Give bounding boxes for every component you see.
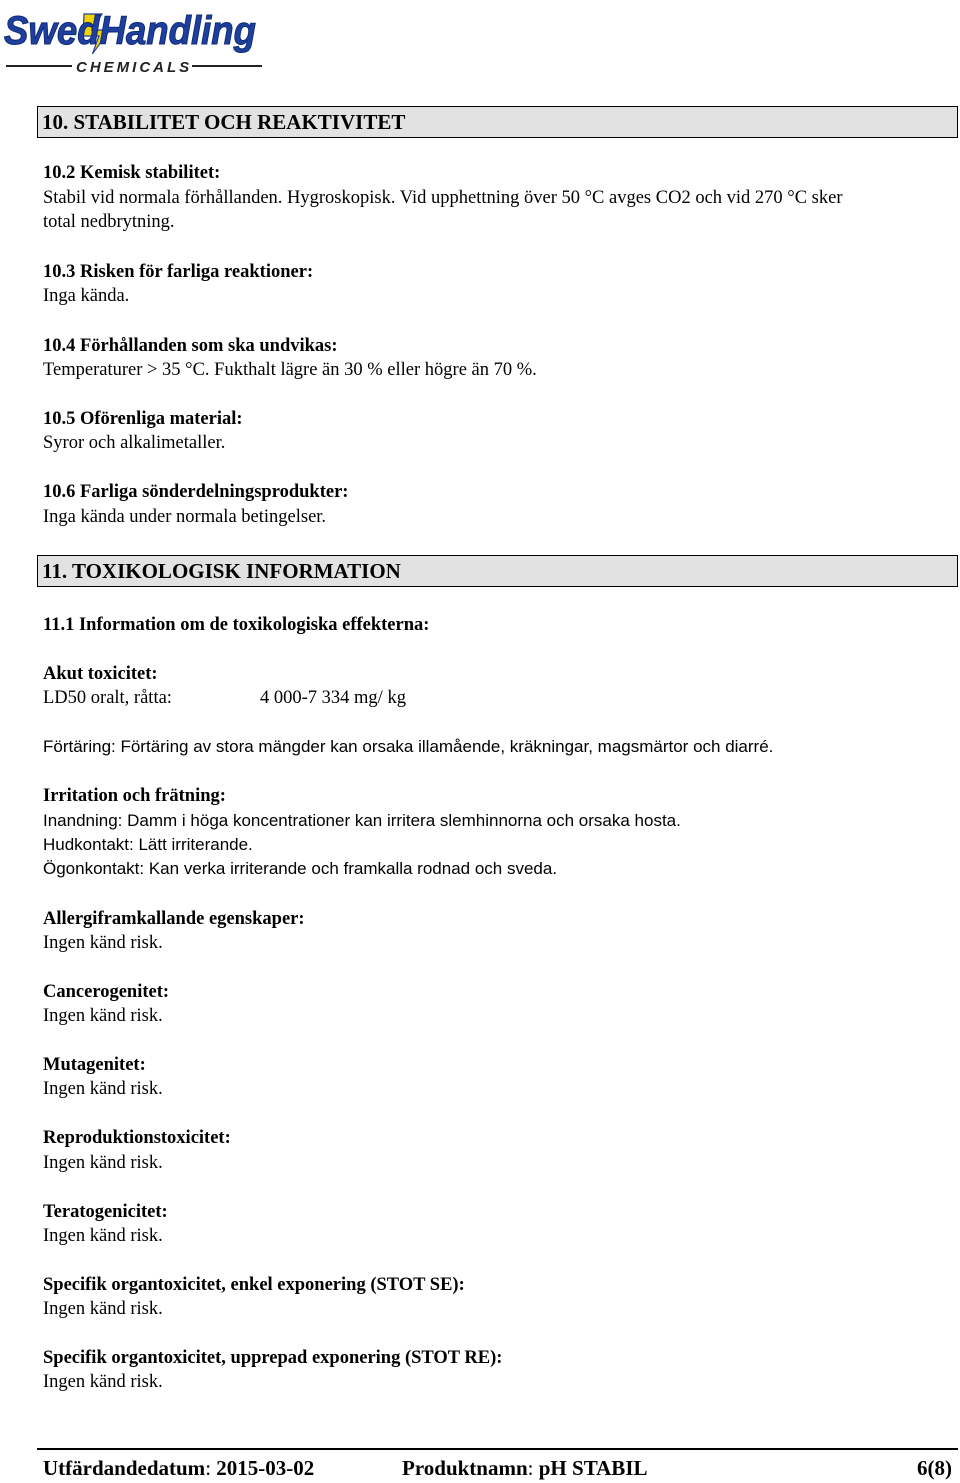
footer-date-value: 2015-03-02 [216, 1456, 315, 1480]
section-10-6-text: Inga kända under normala betingelser. [43, 507, 327, 527]
stot-re-title: Specifik organtoxicitet, upprepad exponering (STOT RE): [43, 1348, 503, 1368]
svg-text:CHEMICALS: CHEMICALS [76, 59, 193, 76]
company-logo [0, 0, 270, 78]
acute-toxicity-title: Akut toxicitet: [43, 664, 158, 684]
allergenic-title: Allergiframkallande egenskaper: [43, 909, 305, 929]
mutagenicity-text: Ingen känd risk. [43, 1079, 163, 1099]
irritation-title: Irritation och frätning: [43, 786, 226, 806]
carcinogenicity-text: Ingen känd risk. [43, 1006, 163, 1026]
footer-product-name: Produktnamn: pH STABIL [402, 1456, 648, 1480]
section-10-2-text-line1: Stabil vid normala förhållanden. Hygroskopisk. Vid upphettning över 50 °C avges CO2 och vid 270 °C sker [43, 188, 843, 208]
section-10-5-text: Syror och alkalimetaller. [43, 433, 226, 453]
footer-issue-date: Utfärdandedatum: 2015-03-02 [43, 1456, 315, 1480]
footer-date-label: Utfärdandedatum [43, 1456, 206, 1480]
acute-toxicity-value: 4 000-7 334 mg/ kg [260, 688, 406, 708]
section-10-heading-bar [37, 106, 958, 138]
footer-divider [37, 1448, 958, 1450]
section-11-heading-bar [37, 555, 958, 587]
section-10-6-title: 10.6 Farliga sönderdelningsprodukter: [43, 482, 349, 502]
reproductive-toxicity-text: Ingen känd risk. [43, 1153, 163, 1173]
teratogenicity-title: Teratogenicitet: [43, 1202, 168, 1222]
footer-page-number: 6(8) [917, 1456, 952, 1480]
skin-contact-text: Hudkontakt: Lätt irriterande. [43, 835, 253, 854]
section-10-2-title: 10.2 Kemisk stabilitet: [43, 163, 221, 183]
section-10-heading: 10. STABILITET OCH REAKTIVITET [42, 110, 406, 134]
section-10-4-title: 10.4 Förhållanden som ska undvikas: [43, 336, 338, 356]
eye-contact-text: Ögonkontakt: Kan verka irriterande och framkalla rodnad och sveda. [43, 859, 558, 878]
inhalation-text: Inandning: Damm i höga koncentrationer kan irritera slemhinnorna och orsaka hosta. [43, 811, 681, 830]
reproductive-toxicity-title: Reproduktionstoxicitet: [43, 1128, 231, 1148]
stot-se-text: Ingen känd risk. [43, 1299, 163, 1319]
section-11-heading: 11. TOXIKOLOGISK INFORMATION [42, 559, 401, 583]
footer-product-label: Produktnamn [402, 1456, 528, 1480]
allergenic-text: Ingen känd risk. [43, 933, 163, 953]
section-10-3-title: 10.3 Risken för farliga reaktioner: [43, 262, 314, 282]
stot-re-text: Ingen känd risk. [43, 1372, 163, 1392]
logo-graphic [0, 0, 270, 78]
section-10-5-title: 10.5 Oförenliga material: [43, 409, 243, 429]
section-10-3-text: Inga kända. [43, 286, 130, 306]
acute-toxicity-label: LD50 oralt, råtta: [43, 688, 172, 708]
section-11-1-title: 11.1 Information om de toxikologiska effekterna: [43, 615, 430, 635]
ingestion-text: Förtäring: Förtäring av stora mängder kan orsaka illamående, kräkningar, magsmärtor och diarré. [43, 737, 774, 756]
footer-product-value: pH STABIL [538, 1456, 648, 1480]
svg-text:SwedHandling: SwedHandling [4, 9, 256, 53]
section-10-4-text: Temperaturer > 35 °C. Fukthalt lägre än 30 % eller högre än 70 %. [43, 360, 537, 380]
carcinogenicity-title: Cancerogenitet: [43, 982, 170, 1002]
stot-se-title: Specifik organtoxicitet, enkel exponering (STOT SE): [43, 1275, 465, 1295]
teratogenicity-text: Ingen känd risk. [43, 1226, 163, 1246]
mutagenicity-title: Mutagenitet: [43, 1055, 146, 1075]
section-10-2-text-line2: total nedbrytning. [43, 212, 175, 232]
